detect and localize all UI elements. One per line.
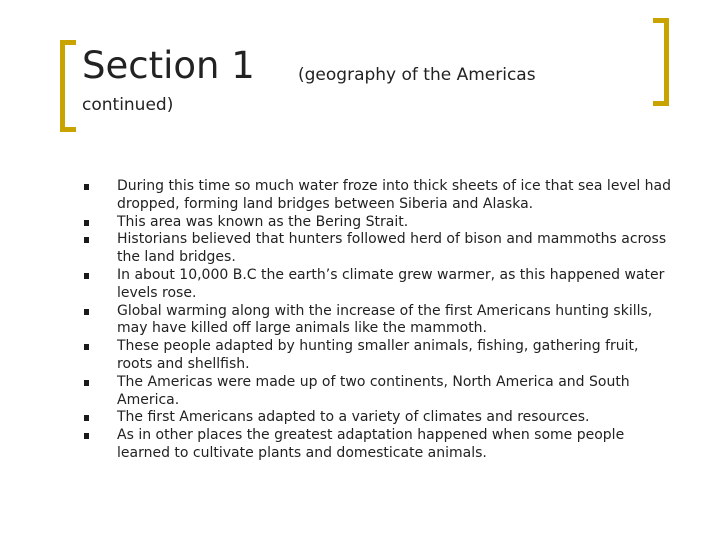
bullet-item bbox=[84, 427, 674, 463]
square-bullet-icon bbox=[84, 220, 89, 226]
bullet-text: These people adapted by hunting smaller animals, fishing, gathering fruit, roots and shellfish. bbox=[117, 338, 639, 372]
bullet-item bbox=[84, 338, 674, 374]
slide-title: Section 1 bbox=[82, 44, 255, 87]
right-bracket-top bbox=[653, 18, 669, 23]
bullet-item bbox=[84, 374, 674, 410]
bullet-item bbox=[84, 214, 674, 232]
bullet-item bbox=[84, 178, 674, 214]
square-bullet-icon bbox=[84, 415, 89, 421]
bullet-text: As in other places the greatest adaptation happened when some people learned to cultivate plants and domesticate animals. bbox=[117, 427, 625, 461]
bullet-item bbox=[84, 231, 674, 267]
left-bracket-top bbox=[60, 40, 76, 45]
right-bracket-decoration bbox=[651, 18, 669, 106]
bullet-list bbox=[84, 178, 674, 463]
square-bullet-icon bbox=[84, 309, 89, 315]
square-bullet-icon bbox=[84, 344, 89, 350]
right-bracket-vertical bbox=[664, 18, 669, 106]
left-bracket-bottom bbox=[60, 127, 76, 132]
square-bullet-icon bbox=[84, 433, 89, 439]
square-bullet-icon bbox=[84, 184, 89, 190]
slide-title-continuation: continued) bbox=[82, 95, 174, 115]
slide-title-subtitle: (geography of the Americas bbox=[298, 65, 536, 85]
square-bullet-icon bbox=[84, 380, 89, 386]
left-bracket-vertical bbox=[60, 40, 65, 132]
bullet-item bbox=[84, 267, 674, 303]
square-bullet-icon bbox=[84, 237, 89, 243]
bullet-item bbox=[84, 303, 674, 339]
square-bullet-icon bbox=[84, 273, 89, 279]
bullet-item bbox=[84, 409, 674, 427]
bullet-text: During this time so much water froze into thick sheets of ice that sea level had dropped, forming land bridges between Siberia and Alaska. bbox=[117, 178, 672, 212]
bullet-text: In about 10,000 B.C the earth’s climate grew warmer, as this happened water levels rose. bbox=[117, 266, 665, 301]
bullet-text: Historians believed that hunters followed herd of bison and mammoths across the land bridges. bbox=[117, 231, 667, 266]
left-bracket-decoration bbox=[60, 40, 78, 132]
bullet-text: The first Americans adapted to a variety of climates and resources. bbox=[117, 409, 590, 426]
bullet-text: The Americas were made up of two continents, North America and South America. bbox=[117, 373, 630, 408]
right-bracket-bottom bbox=[653, 101, 669, 106]
bullet-text: Global warming along with the increase of the first Americans hunting skills, may have killed off large animals like the mammoth. bbox=[117, 302, 653, 337]
bullet-text: This area was known as the Bering Strait. bbox=[117, 213, 409, 230]
